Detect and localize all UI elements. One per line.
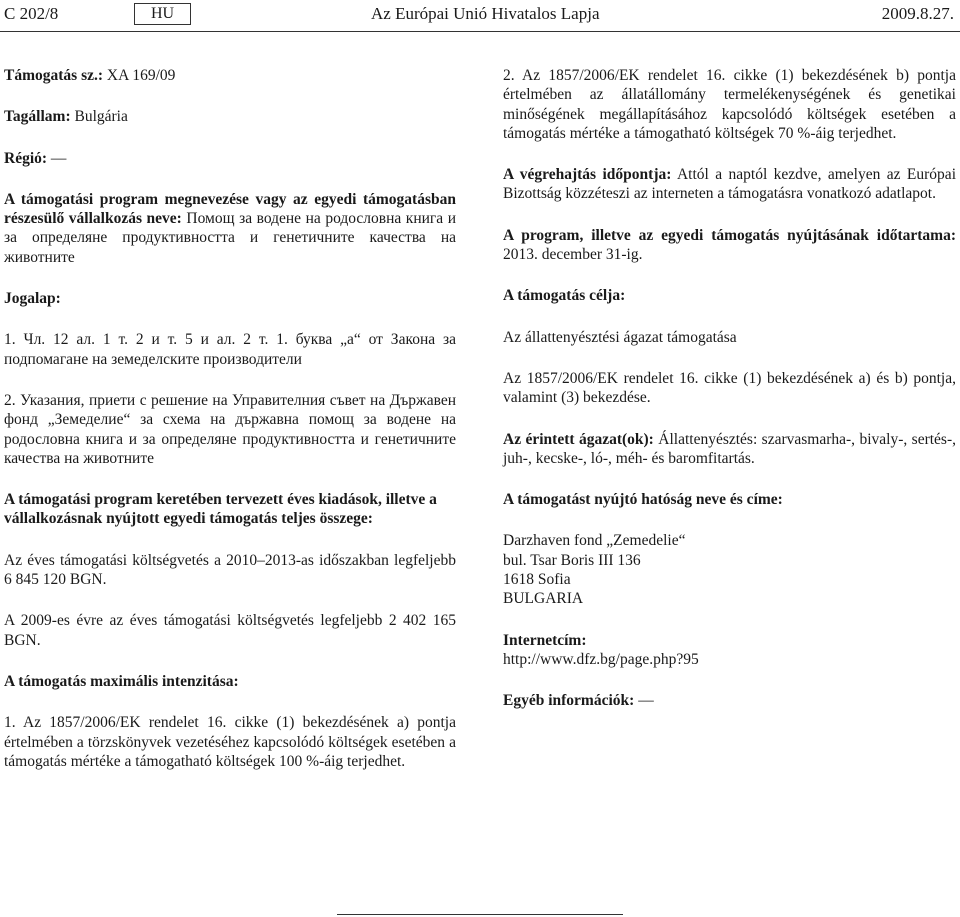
authority-address — [503, 531, 956, 608]
sectors: Az érintett ágazat(ok): Állattenyésztés: szarvasmarha-, bivaly-, sertés-, juh-, kecske-, ló-, méh- és baromfitartás. — [503, 430, 956, 467]
expenditure-text-1: Az éves támogatási költségvetés a 2010–2013-as időszakban legfeljebb 6 845 120 BGN. — [4, 551, 456, 589]
objective-text-1: Az állattenyésztési ágazat támogatása — [503, 328, 737, 346]
right-column — [503, 66, 956, 733]
footer-divider — [337, 914, 623, 915]
authority-heading: A támogatást nyújtó hatóság neve és címe: — [503, 491, 783, 509]
intensity-heading: A támogatás maximális intenzitása: — [4, 672, 239, 690]
region: Régió: — — [4, 149, 67, 167]
website-heading: Internetcím: — [503, 631, 587, 649]
journal-series: C 202/8 — [4, 4, 59, 23]
legal-basis-item-2: 2. Указания, приети с решение на Управителния съвет на Държавен фонд „Земеделие“ за схема на държавна помощ за водене на родословна книга и за определяне продуктивността и генетичните качества на животните — [4, 391, 456, 467]
scheme-title: A támogatási program megnevezése vagy az egyedi támogatásban részesülő vállalkozás neve: Помощ за водене на родословна книга и за определяне продуктивността и генетичните качества на животните — [4, 190, 456, 266]
website-link[interactable]: http://www.dfz.bg/page.php?95 — [503, 650, 699, 668]
language-badge: HU — [134, 3, 191, 25]
duration: A program, illetve az egyedi támogatás nyújtásának időtartama: 2013. december 31-ig. — [503, 226, 956, 264]
address-line: BULGARIA — [503, 590, 584, 608]
objective-text-2: Az 1857/2006/EK rendelet 16. cikke (1) bekezdésének a) és b) pontja, valamint (3) bekezdése. — [503, 369, 956, 407]
journal-title: Az Európai Unió Hivatalos Lapja — [371, 4, 600, 23]
address-line: 1618 Sofia — [503, 571, 571, 589]
header-divider — [0, 31, 960, 32]
expenditure-heading: A támogatási program keretében tervezett éves kiadások, illetve a vállalkozásnak nyújtott egyedi támogatás teljes összege: — [4, 491, 437, 528]
website-section — [503, 631, 956, 670]
left-column — [4, 66, 456, 793]
legal-basis-item-1: 1. Чл. 12 ал. 1 т. 2 и т. 5 и ал. 2 т. 1. буква „а“ от Закона за подпомагане на земеделските производители — [4, 331, 456, 368]
publication-date: 2009.8.27. — [881, 4, 954, 23]
objective-heading: A támogatás célja: — [503, 287, 626, 305]
legal-basis-heading: Jogalap: — [4, 290, 61, 308]
other-information: Egyéb információk: — — [503, 692, 654, 710]
aid-number: Támogatás sz.: XA 169/09 — [4, 67, 176, 84]
implementation-date: A végrehajtás időpontja: Attól a naptól kezdve, amelyen az Európai Bizottság közzéteszi az interneten a támogatásra vonatkozó adatlapot. — [503, 166, 956, 203]
address-line: Darzhaven fond „Zemedelie“ — [503, 532, 686, 550]
member-state: Tagállam: Bulgária — [4, 108, 128, 126]
intensity-item-2: 2. Az 1857/2006/EK rendelet 16. cikke (1) bekezdésének b) pontja értelmében az állatállomány termelékenységének és genetikai minőségének megállapításához kapcsolódó költségek esetében a támogatás mértéke a támogatható költségek 70 %-áig terjedhet. — [503, 67, 956, 142]
address-line: bul. Tsar Boris III 136 — [503, 551, 641, 569]
expenditure-text-2: A 2009-es évre az éves támogatási költségvetés legfeljebb 2 402 165 BGN. — [4, 612, 456, 649]
page-header — [4, 4, 956, 28]
intensity-item-1: 1. Az 1857/2006/EK rendelet 16. cikke (1) bekezdésének a) pontja értelmében a törzskönyvek vezetéséhez kapcsolódó költségek esetében a támogatás mértéke a támogatható költségek 100 %-áig terjedhet. — [4, 714, 456, 770]
